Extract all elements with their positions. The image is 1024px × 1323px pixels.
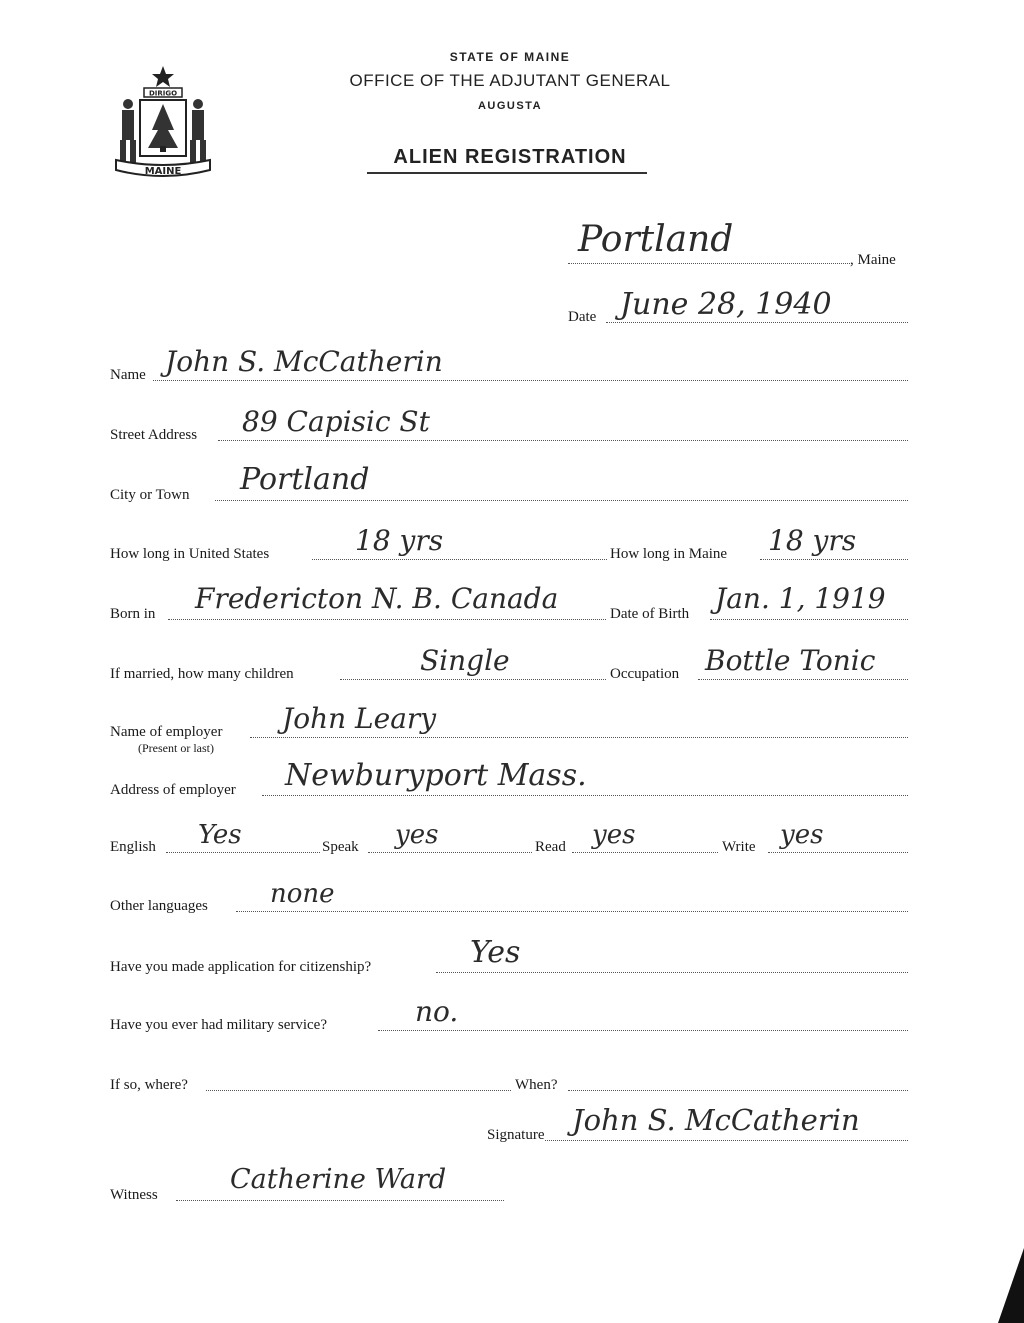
other-languages-label: Other languages (110, 898, 208, 914)
where-label: If so, where? (110, 1077, 188, 1093)
name-value: John S. McCatherin (165, 345, 443, 378)
state-heading: STATE OF MAINE (449, 50, 571, 64)
date-of-birth-label: Date of Birth (610, 606, 690, 622)
date-of-birth-line (710, 619, 908, 620)
seal-motto: DIRIGO (148, 89, 178, 98)
signature-value: John S. McCatherin (572, 1103, 860, 1137)
write-value: yes (780, 820, 824, 850)
when-label: When? (515, 1077, 558, 1093)
speak-label: Speak (322, 839, 359, 855)
read-line (572, 852, 718, 853)
read-label: Read (535, 839, 566, 855)
employer-name-line (250, 737, 908, 738)
date-label: Date (568, 309, 597, 325)
english-line (166, 852, 320, 853)
street-address-label: Street Address (110, 427, 198, 443)
office-heading: OFFICE OF THE ADJUTANT GENERAL (349, 71, 671, 90)
form-title: ALIEN REGISTRATION (393, 146, 627, 168)
date-value: June 28, 1940 (620, 287, 832, 322)
employer-name-label: Name of employer (110, 724, 223, 740)
occupation-line (698, 679, 908, 680)
how-long-us-line (312, 559, 607, 560)
read-value: yes (592, 820, 636, 850)
citizenship-label: Have you made application for citizenship? (110, 959, 372, 975)
write-label: Write (722, 839, 756, 855)
employer-address-value: Newburyport Mass. (285, 758, 587, 793)
date-line (606, 322, 908, 323)
place-line (568, 263, 850, 264)
children-value: Single (420, 644, 510, 677)
street-address-line (218, 440, 908, 441)
write-line (768, 852, 908, 853)
place-value: Portland (578, 219, 734, 260)
witness-value: Catherine Ward (230, 1164, 447, 1195)
city-line (215, 500, 908, 501)
how-long-us-label: How long in United States (110, 546, 270, 562)
military-service-value: no. (415, 995, 459, 1028)
how-long-maine-line (760, 559, 908, 560)
city-value: Portland (240, 462, 370, 497)
born-in-label: Born in (110, 606, 156, 622)
signature-label: Signature (487, 1127, 545, 1143)
other-languages-line (236, 911, 908, 912)
employer-address-line (262, 795, 908, 796)
citizenship-line (436, 972, 908, 973)
children-label: If married, how many children (110, 666, 294, 682)
maine-state-seal (110, 62, 216, 186)
military-service-line (378, 1030, 908, 1031)
scan-corner-shadow (998, 1248, 1024, 1323)
speak-line (368, 852, 532, 853)
employer-name-note: (Present or last) (138, 741, 214, 755)
maine-label: , Maine (850, 252, 896, 268)
english-label: English (110, 839, 156, 855)
how-long-maine-label: How long in Maine (610, 546, 728, 562)
seal-banner-text: MAINE (144, 166, 182, 177)
children-line (340, 679, 606, 680)
english-value: Yes (198, 820, 242, 850)
witness-line (176, 1200, 504, 1201)
when-line (568, 1090, 908, 1091)
occupation-label: Occupation (610, 666, 680, 682)
born-in-value: Fredericton N. B. Canada (195, 582, 559, 615)
title-underline (367, 172, 647, 174)
name-line (153, 380, 908, 381)
name-label: Name (110, 367, 146, 383)
city-label: City or Town (110, 487, 190, 503)
witness-label: Witness (110, 1187, 158, 1203)
street-address-value: 89 Capisic St (242, 405, 430, 438)
employer-address-label: Address of employer (110, 782, 236, 798)
occupation-value: Bottle Tonic (705, 644, 876, 677)
city-heading: AUGUSTA (477, 100, 543, 112)
speak-value: yes (395, 820, 439, 850)
employer-name-value: John Leary (282, 702, 437, 735)
how-long-maine-value: 18 yrs (768, 524, 857, 557)
citizenship-value: Yes (470, 935, 521, 970)
other-languages-value: none (270, 879, 335, 909)
where-line (206, 1090, 511, 1091)
signature-line (545, 1140, 908, 1141)
military-service-label: Have you ever had military service? (110, 1017, 327, 1033)
date-of-birth-value: Jan. 1, 1919 (715, 582, 886, 615)
how-long-us-value: 18 yrs (355, 524, 444, 557)
born-in-line (168, 619, 606, 620)
